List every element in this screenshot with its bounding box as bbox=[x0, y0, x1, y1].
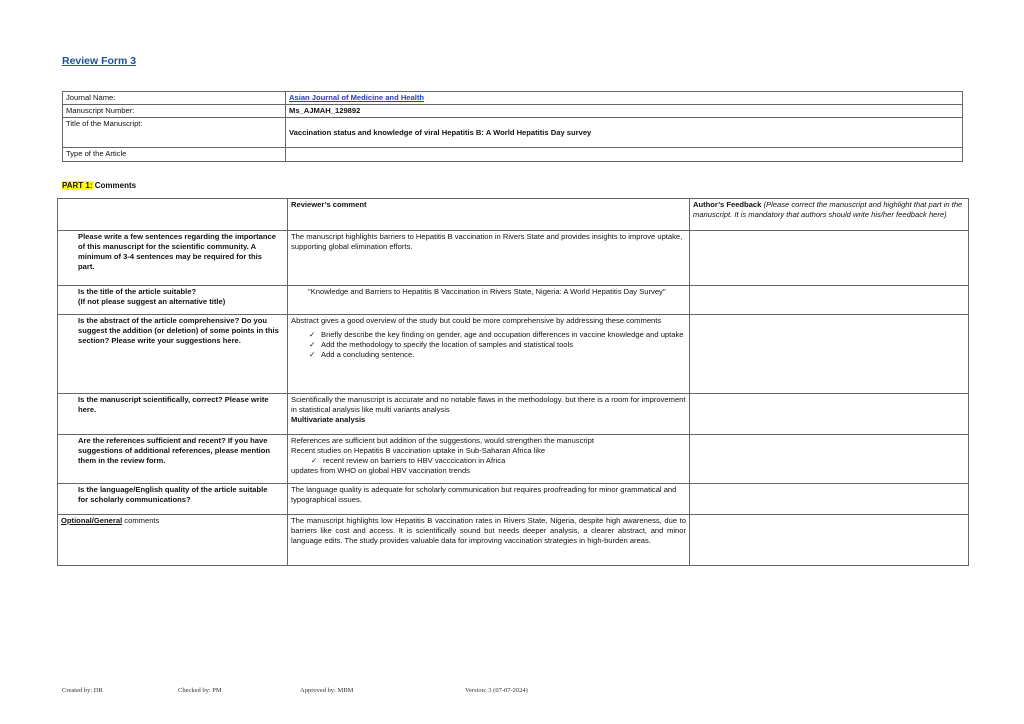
table-row: Optional/General comments The manuscript highlights low Hepatitis B vaccination rates in Rivers State, Nigeria, despite high awareness, due to barriers like cost and access. It is scientifically sound but needs deeper analysis, a clearer abstract, and minor language edits. The study provides valuable data for improving vaccination strategies in high-burden areas. bbox=[58, 515, 969, 566]
table-row: Please write a few sentences regarding the importance of this manuscript for the scientific community. A minimum of 3-4 sentences may be required for this part. The manuscript highlights barriers to Hepatitis B vaccination in Rivers State and provides insights to improve uptake, supporting global elimination efforts. bbox=[58, 231, 969, 286]
table-row: Are the references sufficient and recent? If you have suggestions of additional references, please mention them in the review form. References are sufficient but addition of the suggestions, would strengthen the manuscript Recent studies on Hepatitis B vaccination uptake in Sub-Saharan Africa like ✓ recent review on barriers to HBV vacccication in Africa updates from WHO on global HBV vaccination trends bbox=[58, 435, 969, 484]
manuscript-info-table bbox=[62, 91, 963, 162]
abstract-suggestions: ✓ Briefly describe the key finding on gender, age and occupation differences in vaccine knowledge and uptake ✓ Add the methodology to specify the location of samples and statistical tools ✓ Add a concluding sentence. bbox=[291, 330, 686, 360]
author-feedback-cell[interactable] bbox=[690, 286, 969, 315]
author-feedback-cell[interactable] bbox=[690, 315, 969, 394]
form-title: Review Form 3 bbox=[62, 55, 137, 67]
part-heading: PART 1: Comments bbox=[62, 181, 137, 190]
table-row: Is the abstract of the article comprehensive? Do you suggest the addition (or deletion) of some points in this section? Please write your suggestions here. Abstract gives a good overview of the study but could be more comprehensive by addressing these comments ✓ Briefly describe the key finding on gender, age and occupation differences in vaccine knowledge and uptake ✓ Add the methodology to specify the location of samples and statistical tools ✓ Add a concluding sentence. bbox=[58, 315, 969, 394]
footer-approved: Approved by: MBM bbox=[300, 687, 354, 694]
author-header: Author’s Feedback (Please correct the manuscript and highlight that part in the manuscript. It is mandatory that authors should write his/her feedback here) bbox=[690, 199, 969, 231]
type-label: Type of the Article bbox=[63, 148, 286, 162]
footer-checked: Checked by: PM bbox=[178, 687, 222, 694]
table-row: Is the title of the article suitable? (If not please suggest an alternative title) "Knowledge and Barriers to Hepatitis B Vaccination in Rivers State, Nigeria: A World Hepatitis Day Survey" bbox=[58, 286, 969, 315]
reviewer-header: Reviewer’s comment bbox=[288, 199, 690, 231]
author-feedback-cell[interactable] bbox=[690, 231, 969, 286]
footer-created: Created by: DR bbox=[62, 687, 103, 694]
optional-label: Optional/General comments bbox=[58, 515, 288, 566]
author-feedback-cell[interactable] bbox=[690, 435, 969, 484]
ms-label: Manuscript Number: bbox=[63, 105, 286, 118]
table-row: Is the manuscript scientifically, correct? Please write here. Scientifically the manuscript is accurate and no notable flaws in the methodology. but there is a room for improvement in statistical analysis like multi variants analysis Multivariate analysis bbox=[58, 394, 969, 435]
comments-table bbox=[57, 198, 969, 566]
journal-link[interactable]: Asian Journal of Medicine and Health bbox=[289, 93, 425, 102]
footer-version: Version: 3 (07-07-2024) bbox=[465, 687, 528, 694]
ms-value: Ms_AJMAH_129892 bbox=[286, 105, 963, 118]
type-value bbox=[286, 148, 963, 162]
author-feedback-cell[interactable] bbox=[690, 394, 969, 435]
author-feedback-cell[interactable] bbox=[690, 484, 969, 515]
title-label: Title of the Manuscript: bbox=[63, 118, 286, 148]
title-value: Vaccination status and knowledge of viral Hepatitis B: A World Hepatitis Day survey bbox=[286, 118, 963, 148]
table-row: Is the language/English quality of the article suitable for scholarly communications? The language quality is adequate for scholarly communication but requires proofreading for minor grammatical and typographical issues. bbox=[58, 484, 969, 515]
author-feedback-cell[interactable] bbox=[690, 515, 969, 566]
journal-label: Journal Name: bbox=[63, 92, 286, 105]
